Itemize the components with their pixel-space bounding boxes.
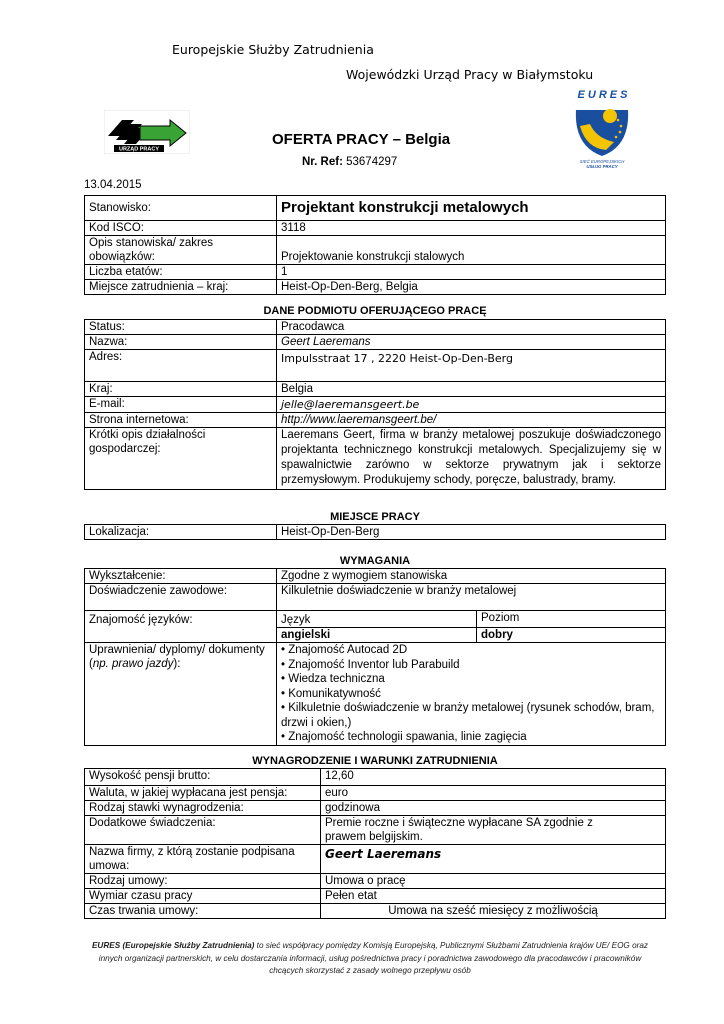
nazwa-label: Nazwa: xyxy=(85,335,277,350)
ref-label: Nr. Ref: xyxy=(302,156,343,168)
salary-row-value: Umowa na sześć miesięcy z możliwością xyxy=(321,904,666,919)
lang-name: angielski xyxy=(277,628,477,643)
permissions-label: Uprawnienia/ dyplomy/ dokumenty (np. prawo jazdy): xyxy=(85,643,277,746)
header-line-2: Wojewódzki Urząd Pracy w Białymstoku xyxy=(346,67,594,82)
status-value: Pracodawca xyxy=(277,320,666,335)
location-label: Lokalizacja: xyxy=(85,525,277,540)
salary-row-value: Premie roczne i świąteczne wypłacane SA zgodnie z prawem belgijskim. xyxy=(321,816,666,845)
requirements-heading: WYMAGANIA xyxy=(339,555,411,567)
salary-row-label: Dodatkowe świadczenia: xyxy=(85,816,321,845)
opis-label: Opis stanowiska/ zakres obowiązków: xyxy=(85,236,277,265)
list-item: • Komunikatywność xyxy=(281,687,381,700)
eures-caption-1: SIEĆ EUROPEJSKICH xyxy=(579,159,625,164)
lang-col-header-2: Poziom xyxy=(477,611,666,628)
status-label: Status: xyxy=(85,320,277,335)
location-value: Heist-Op-Den-Berg xyxy=(277,525,666,540)
salary-row-value: Geert Laeremans xyxy=(321,845,666,874)
offer-date: 13.04.2015 xyxy=(84,179,142,191)
location-table xyxy=(84,524,666,540)
www-label: Strona internetowa: xyxy=(85,413,277,428)
etaty-label: Liczba etatów: xyxy=(85,265,277,280)
miejsce-label: Miejsce zatrudnienia – kraj: xyxy=(85,280,277,295)
offer-title: OFERTA PRACY – Belgia xyxy=(272,131,451,148)
salary-row-value: godzinowa xyxy=(321,801,666,816)
edu-value: Zgodne z wymogiem stanowiska xyxy=(277,569,666,584)
opis-value: Projektowanie konstrukcji stalowych xyxy=(277,236,666,265)
kraj-label: Kraj: xyxy=(85,382,277,397)
edu-label: Wykształcenie: xyxy=(85,569,277,584)
location-heading: MIEJSCE PRACY xyxy=(330,511,420,523)
salary-row-label: Waluta, w jakiej wypłacana jest pensja: xyxy=(85,786,321,801)
ref-value: 53674297 xyxy=(346,156,398,168)
adres-value: Impulsstraat 17 , 2220 Heist-Op-Den-Berg xyxy=(277,350,666,382)
permissions-list xyxy=(277,643,666,746)
salary-row-label: Rodzaj stawki wynagrodzenia: xyxy=(85,801,321,816)
salary-row-value: Umowa o pracę xyxy=(321,874,666,889)
salary-row-label: Wysokość pensji brutto: xyxy=(85,769,321,786)
lang-label: Znajomość języków: xyxy=(85,611,277,643)
salary-row-value: 12,60 xyxy=(321,769,666,786)
salary-row-label: Wymiar czasu pracy xyxy=(85,889,321,904)
stanowisko-value: Projektant konstrukcji metalowych xyxy=(277,196,666,221)
reference-number xyxy=(302,156,397,168)
email-value[interactable]: jelle@laeremansgeert.be xyxy=(277,397,666,413)
salary-row-value: Pełen etat xyxy=(321,889,666,904)
logo-text: URZĄD PRACY xyxy=(118,146,160,153)
lang-col-header-1: Język xyxy=(277,611,477,628)
www-value[interactable]: http://www.laeremansgeert.be/ xyxy=(277,413,666,428)
eures-caption-2: USŁUG PRACY xyxy=(586,164,618,169)
etaty-value: 1 xyxy=(277,265,666,280)
salary-row-label: Nazwa firmy, z którą zostanie podpisana umowa: xyxy=(85,845,321,874)
urzad-pracy-logo xyxy=(104,110,190,154)
header-line-1: Europejskie Służby Zatrudnienia xyxy=(172,42,374,57)
eures-wordmark: EURES xyxy=(577,89,631,101)
salary-row-label: Czas trwania umowy: xyxy=(85,904,321,919)
salary-heading: WYNAGRODZENIE I WARUNKI ZATRUDNIENIA xyxy=(252,755,498,767)
business-description-label: Krótki opis działalności gospodarczej: xyxy=(85,428,277,490)
nazwa-value: Geert Laeremans xyxy=(277,335,666,350)
miejsce-value: Heist-Op-Den-Berg, Belgia xyxy=(277,280,666,295)
position-table xyxy=(84,195,666,295)
list-item: • Znajomość Autocad 2D xyxy=(281,644,408,656)
list-item: • Znajomość Inventor lub Parabuild xyxy=(281,658,460,671)
isco-label: Kod ISCO: xyxy=(85,221,277,236)
salary-row-label: Rodzaj umowy: xyxy=(85,874,321,889)
list-item: • Znajomość technologii spawania, linie zagięcia xyxy=(281,731,527,743)
list-item: • Wiedza techniczna xyxy=(281,673,385,685)
footer-note: EURES (Europejskie Służby Zatrudnienia) to sieć współpracy pomiędzy Komisją Europejską, Publicznymi Służbami Zatrudnienia krajów UE/ EOG oraz innych organizacji partnerskich, w celu dostarczania informacji, usług pośrednictwa pracy i poradnictwa zawodowego dla pracodawców i pracowników chcących skorzystać z zasady wolnego przepływu osób xyxy=(91,941,649,975)
lang-level: dobry xyxy=(477,628,666,643)
exp-value: Kilkuletnie doświadczenie w branży metalowej xyxy=(277,584,666,611)
kraj-value: Belgia xyxy=(277,382,666,397)
eures-logo xyxy=(566,86,638,172)
business-description-value: Laeremans Geert, firma w branży metalowej poszukuje doświadczonego projektanta technicznego konstrukcji metalowych. Specjalizujemy się w spawalnictwie zarówno w sektorze prywatnym jak i sektorze przemysłowym. Produkujemy schody, poręcze, balustrady, bramy. xyxy=(277,428,666,490)
salary-table xyxy=(84,768,666,919)
isco-value: 3118 xyxy=(277,221,666,236)
adres-label: Adres: xyxy=(85,350,277,382)
exp-label: Doświadczenie zawodowe: xyxy=(85,584,277,611)
stanowisko-label: Stanowisko: xyxy=(85,196,277,221)
requirements-table xyxy=(84,568,666,746)
employer-table xyxy=(84,319,666,490)
salary-row-value: euro xyxy=(321,786,666,801)
list-item: • Kilkuletnie doświadczenie w branży metalowej (rysunek schodów, bram, drzwi i okien,) xyxy=(281,702,655,729)
employer-heading: DANE PODMIOTU OFERUJĄCEGO PRACĘ xyxy=(263,305,487,317)
email-label: E-mail: xyxy=(85,397,277,413)
